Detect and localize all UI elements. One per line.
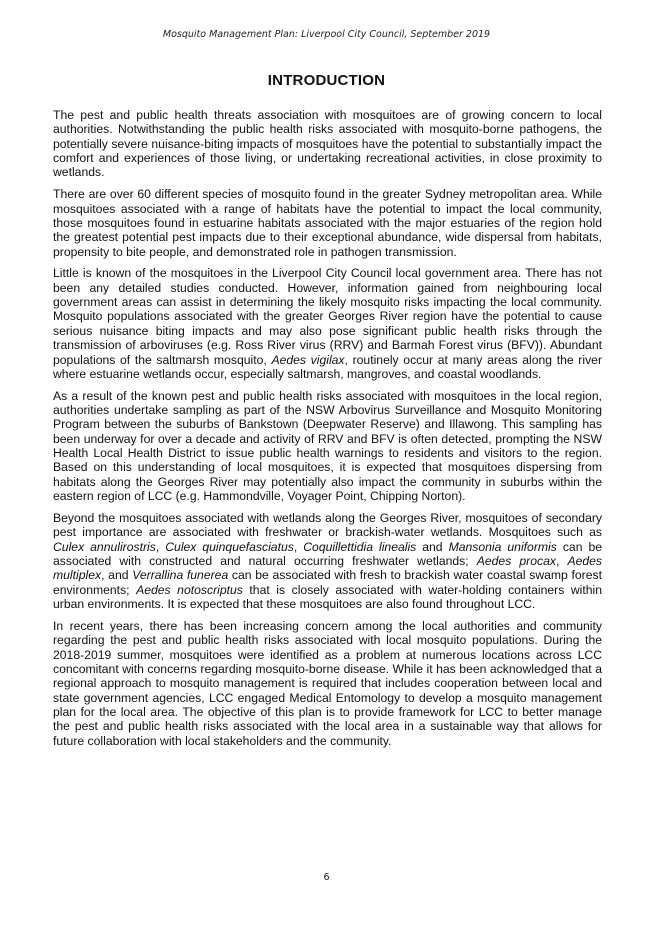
- paragraph-5-text: ,: [155, 539, 166, 554]
- paragraph-5-text: can be associated with constructed and natural occurring freshwater wetlands;: [53, 539, 603, 568]
- species-name: Aedes multiplex: [53, 553, 603, 583]
- paragraph-3: [53, 266, 602, 381]
- paragraph-4: As a result of the known pest and public health risks associated with mosquitoes in the local region, authorities undertake sampling as part of the NSW Arbovirus Surveillance and Mosquito Monitoring Program between the suburbs of Bankstown (Deepwater Reserve) and Illawong. This sampling has been underway for over a decade and activity of RRV and BFV is often detected, prompting the NSW Health Local Health District to issue public health warnings to residents and visitors to the region. Based on this understanding of local mosquitoes, it is expected that mosquitoes dispersing from habitats along the Georges River may potentially also impact the community in suburbs within the eastern region of LCC (e.g. Hammondville, Voyager Point, Chipping Norton).: [53, 388, 602, 504]
- paragraph-5-text: that is closely associated with water-holding containers within urban environments. It is expected that these mosquitoes are also found throughout LCC.: [53, 582, 603, 611]
- paragraph-1: The pest and public health threats association with mosquitoes are of growing concern to local authorities. Notwithstanding the public health risks associated with mosquito-borne pathogens, the potentially severe nuisance-biting impacts of mosquitoes have the potential to substantially impact the comfort and experiences of those living, or undertaking recreational activities, in close proximity to wetlands.: [53, 108, 602, 180]
- page-title: INTRODUCTION: [267, 72, 386, 89]
- paragraph-6: In recent years, there has been increasing concern among the local authorities and community regarding the pest and public health risks associated with local mosquito populations. During the 2018-2019 summer, mosquitoes were identified as a problem at numerous locations across LCC concomitant with concerns regarding mosquito-borne disease. While it has been acknowledged that a regional approach to mosquito management is required that includes cooperation between local and state government agencies, LCC engaged Medical Entomology to develop a mosquito management plan for the local area. The objective of this plan is to provide framework for LCC to better manage the pest and public health risks associated with the local area in a sustainable way that allows for future collaboration with local stakeholders and the community.: [53, 618, 602, 748]
- page-number: 6: [323, 872, 330, 883]
- paragraph-5-text: can be associated with fresh to brackish water coastal swamp forest environments;: [53, 568, 602, 597]
- paragraph-5-text: ,: [555, 553, 568, 568]
- species-name: Aedes vigilax: [271, 352, 345, 367]
- paragraph-3-text-a: Little is known of the mosquitoes in the Liverpool City Council local government area. There has not been any detailed studies conducted. However, information gained from neighbouring local government areas can assist in determining the likely mosquito risks impacting the local community. Mosquito populations associated with the greater Georges River region have the potential to cause serious nuisance biting impacts and may also pose significant public health risks through the transmission of arboviruses (e.g. Ross River virus (RRV) and Barmah Forest virus (BFV)). Abundant populations of the saltmarsh mosquito,: [53, 266, 602, 367]
- paragraph-5-text: ,: [293, 539, 304, 554]
- species-name: Culex quinquefasciatus: [165, 539, 294, 554]
- species-name: Aedes notoscriptus: [136, 582, 243, 597]
- paragraph-5-text: , and: [101, 568, 133, 583]
- paragraph-5-text: and: [416, 539, 449, 554]
- paragraph-3-text-b: , routinely occur at many areas along the river where estuarine wetlands occur, especially saltmarsh, mangroves, and coastal woodlands.: [53, 352, 603, 381]
- body-text: [53, 108, 602, 755]
- paragraph-5: [53, 511, 602, 611]
- paragraph-2: There are over 60 different species of mosquito found in the greater Sydney metropolitan area. While mosquitoes associated with a range of habitats have the potential to impact the local community, those mosquitoes found in estuarine habitats associated with the major estuaries of the region hold the greatest potential pest impacts due to their exceptional abundance, wide dispersal from habitats, propensity to bite people, and demonstrated role in pathogen transmission.: [53, 187, 602, 259]
- running-header: Mosquito Management Plan: Liverpool City Council, September 2019: [162, 29, 491, 40]
- paragraph-5-text: Beyond the mosquitoes associated with wetlands along the Georges River, mosquitoes of secondary pest importance are associated with freshwater or brackish-water wetlands. Mosquitoes such as: [53, 510, 602, 540]
- species-name: Coquillettidia linealis: [303, 539, 417, 554]
- species-name: Mansonia uniformis: [448, 539, 557, 554]
- species-name: Culex annulirostris: [53, 539, 156, 554]
- species-name: Aedes procax: [476, 553, 556, 568]
- species-name: Verrallina funerea: [132, 568, 229, 583]
